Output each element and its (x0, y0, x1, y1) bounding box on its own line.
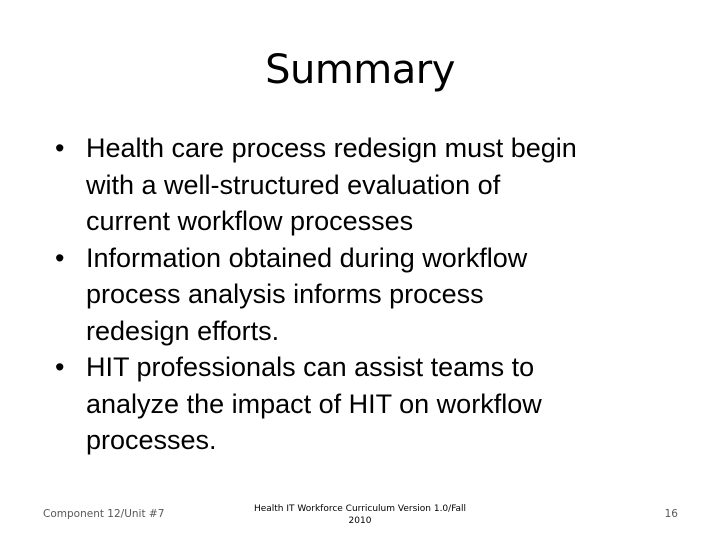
bullet-line: Health care process redesign must begin (86, 133, 577, 163)
bullet-dot-icon: • (55, 242, 65, 273)
bullet-line: with a well-structured evaluation of (86, 169, 501, 200)
bullet-item (55, 240, 675, 350)
bullet-line: analyze the impact of HIT on workflow (86, 388, 542, 419)
bullet-dot-icon: • (55, 352, 65, 382)
bullet-line: HIT professionals can assist teams to (86, 352, 535, 382)
footer-curriculum-label (250, 503, 470, 527)
bullet-line: process analysis informs process (86, 279, 484, 309)
page-number: 16 (664, 508, 678, 520)
bullet-list (55, 130, 675, 459)
footer-center-line: Health IT Workforce Curriculum Version 1.0/Fall (253, 504, 467, 514)
bullet-line: current workflow processes (86, 206, 414, 236)
slide-title: Summary (265, 47, 455, 93)
bullet-item (55, 130, 675, 240)
bullet-dot-icon: • (55, 133, 65, 163)
bullet-line: redesign efforts. (86, 315, 280, 346)
footer-center-line: 2010 (348, 516, 372, 526)
bullet-line: Information obtained during workflow (86, 242, 528, 273)
bullet-line: processes. (86, 425, 217, 455)
bullet-item (55, 349, 675, 459)
footer-component-label: Component 12/Unit #7 (43, 508, 165, 520)
